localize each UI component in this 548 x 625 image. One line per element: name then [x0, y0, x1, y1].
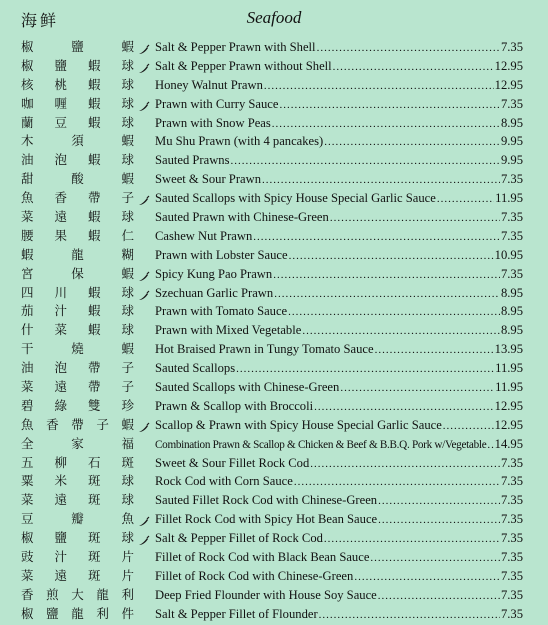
menu-item-english-name: Prawn with Snow Peas	[155, 115, 271, 130]
menu-item-english-name: Salt & Pepper Fillet of Rock Cod	[155, 531, 323, 546]
menu-item-price: 7.35	[500, 455, 523, 470]
dot-leader	[264, 77, 494, 96]
menu-item	[0, 284, 548, 303]
dot-leader	[314, 398, 494, 417]
menu-item-chinese-name: 宮 保 蝦	[21, 266, 134, 281]
menu-item-price: 11.95	[495, 361, 523, 376]
menu-item-line	[155, 472, 523, 492]
menu-item-line	[155, 151, 523, 171]
menu-item	[0, 454, 548, 473]
menu-item-chinese-name: 菜 遠 斑 片	[21, 568, 134, 583]
dot-leader	[294, 473, 500, 492]
menu-item-english-name: Scallop & Prawn with Spicy House Special Garlic Sauce	[155, 417, 442, 432]
menu-item-english-name: Mu Shu Prawn (with 4 pancakes)	[155, 134, 324, 149]
menu-item	[0, 227, 548, 246]
menu-item	[0, 57, 548, 76]
menu-item-line	[155, 114, 523, 134]
menu-item	[0, 416, 548, 435]
menu-item-english-name: Sauted Prawn with Chinese-Green	[155, 210, 329, 225]
menu-item-line	[155, 567, 523, 587]
menu-item-chinese-name: 碧 綠 雙 珍	[21, 398, 134, 413]
menu-item-chinese-name: 豆 瓣 魚	[21, 512, 134, 527]
menu-item-english-name: Sauted Scallops	[155, 361, 236, 376]
menu-item-english-name: Fillet of Rock Cod with Black Bean Sauce	[155, 550, 370, 565]
menu-item-english-name: Deep Fried Flounder with House Soy Sauce	[155, 587, 377, 602]
menu-item-english-name: Honey Walnut Prawn	[155, 77, 263, 92]
dot-leader	[273, 266, 500, 285]
menu-item-english-name: Sweet & Sour Fillet Rock Cod	[155, 455, 310, 470]
menu-item	[0, 472, 548, 491]
menu-item-line	[155, 265, 523, 285]
menu-item-price: 7.35	[500, 587, 523, 602]
dot-leader	[443, 417, 494, 436]
menu-item	[0, 548, 548, 567]
dot-leader	[370, 549, 500, 568]
menu-item-chinese-name: 蘭 豆 蝦 球	[21, 115, 134, 130]
menu-item	[0, 340, 548, 359]
menu-item-price: 7.35	[500, 531, 523, 546]
menu-item	[0, 76, 548, 95]
menu-item	[0, 151, 548, 170]
menu-item-chinese-name: 椒 鹽 蝦	[21, 40, 134, 54]
menu-item-chinese-name: 粟 米 斑 球	[21, 474, 134, 489]
pepper-icon	[138, 61, 150, 72]
menu-item-english-name: Prawn with Mixed Vegetable	[155, 323, 302, 338]
menu-item-line	[155, 284, 523, 304]
menu-item-english-name: Salt & Pepper Fillet of Flounder	[155, 606, 318, 621]
menu-item-chinese-name: 茄 汁 蝦 球	[21, 304, 134, 319]
dot-leader	[487, 436, 493, 455]
dot-leader	[324, 133, 500, 152]
menu-item-line	[155, 454, 523, 474]
menu-item-english-name: Salt & Pepper Prawn without Shell	[155, 58, 332, 73]
menu-item	[0, 208, 548, 227]
menu-item-chinese-name: 五 柳 石 斑	[21, 455, 134, 470]
menu-item-english-name: Prawn with Lobster Sauce	[155, 247, 288, 262]
dot-leader	[310, 455, 500, 474]
menu-item-english-name: Combination Prawn & Scallop & Chicken & Beef & B.B.Q. Pork w/Vegetable	[155, 438, 487, 451]
section-header	[0, 8, 548, 36]
menu-item-chinese-name: 菜 遠 斑 球	[21, 493, 134, 508]
menu-item-line	[155, 76, 523, 96]
menu-item-english-name: Fillet Rock Cod with Spicy Hot Bean Sauce	[155, 512, 378, 527]
menu-item-price: 8.95	[500, 115, 523, 130]
dot-leader	[272, 115, 500, 134]
menu-item-chinese-name: 椒 鹽 蝦 球	[21, 58, 134, 73]
menu-item-chinese-name: 干 燒 蝦	[21, 342, 134, 357]
menu-item-chinese-name: 甜 酸 蝦	[21, 172, 134, 187]
menu-item-price: 7.35	[500, 172, 523, 187]
menu-item	[0, 246, 548, 265]
pepper-icon	[138, 420, 150, 431]
menu-item-english-name: Prawn with Curry Sauce	[155, 96, 279, 111]
menu-item	[0, 114, 548, 133]
menu-item-price: 8.95	[500, 304, 523, 319]
dot-leader	[279, 96, 499, 115]
dot-leader	[330, 209, 500, 228]
dot-leader	[378, 587, 500, 606]
menu-item-price: 7.35	[500, 96, 523, 111]
menu-item-chinese-name: 魚 香 帶 子 蝦	[21, 417, 134, 432]
dot-leader	[333, 58, 494, 77]
menu-item-line	[155, 397, 523, 417]
menu-item-line	[155, 208, 523, 228]
menu-item-chinese-name: 什 菜 蝦 球	[21, 323, 134, 338]
menu-item-line	[155, 189, 523, 209]
menu-item-line	[155, 38, 523, 58]
menu-item	[0, 189, 548, 208]
menu-item-english-name: Prawn with Tomato Sauce	[155, 304, 288, 319]
dot-leader	[302, 322, 500, 341]
pepper-icon	[138, 99, 150, 110]
menu-item-price: 7.35	[500, 210, 523, 225]
pepper-icon	[138, 193, 150, 204]
menu-item	[0, 605, 548, 624]
menu-item	[0, 359, 548, 378]
menu-item-chinese-name: 椒 鹽 斑 球	[21, 531, 134, 546]
menu-item-line	[155, 302, 523, 322]
menu-item-chinese-name: 菜 遠 蝦 球	[21, 210, 134, 225]
menu-item-line	[155, 340, 523, 360]
menu-item-price: 11.95	[495, 191, 523, 206]
dot-leader	[288, 303, 500, 322]
menu-item-price: 12.95	[494, 417, 523, 432]
menu-item-price: 7.35	[500, 568, 523, 583]
menu-item-english-name: Sweet & Sour Prawn	[155, 172, 261, 187]
menu-item-english-name: Szechuan Garlic Prawn	[155, 285, 274, 300]
menu-item-english-name: Sauted Scallops with Chinese-Green	[155, 380, 340, 395]
menu-item-chinese-name: 全 家 福	[21, 436, 134, 451]
dot-leader	[340, 379, 494, 398]
menu-item	[0, 529, 548, 548]
menu-item-price: 8.95	[500, 285, 523, 300]
dot-leader	[378, 492, 500, 511]
pepper-icon	[138, 514, 150, 525]
menu-item	[0, 95, 548, 114]
menu-item	[0, 265, 548, 284]
menu-item-price: 8.95	[500, 323, 523, 338]
menu-item	[0, 435, 548, 454]
dot-leader	[317, 39, 500, 58]
menu-item-price: 7.35	[500, 493, 523, 508]
menu-item	[0, 567, 548, 586]
menu-item-price: 7.35	[500, 512, 523, 527]
menu-item-line	[155, 529, 523, 549]
menu-item-chinese-name: 菜 遠 帶 子	[21, 380, 134, 395]
menu-item	[0, 491, 548, 510]
menu-item-chinese-name: 魚 香 帶 子	[21, 191, 134, 206]
dot-leader	[289, 247, 494, 266]
menu-item-line	[155, 586, 523, 606]
menu-item	[0, 586, 548, 605]
menu-item-english-name: Sauted Fillet Rock Cod with Chinese-Green	[155, 493, 378, 508]
dot-leader	[253, 228, 500, 247]
menu-item-price: 7.35	[500, 266, 523, 281]
pepper-icon	[138, 269, 150, 280]
menu-item-price: 12.95	[494, 398, 523, 413]
menu-item-price: 11.95	[495, 380, 523, 395]
menu-item	[0, 170, 548, 189]
menu-item-line	[155, 605, 523, 625]
menu-item	[0, 302, 548, 321]
menu-item-english-name: Hot Braised Prawn in Tungy Tomato Sauce	[155, 342, 374, 357]
menu-item-price: 7.35	[500, 40, 523, 54]
menu-item-line	[155, 435, 523, 455]
menu-item-price: 14.95	[494, 436, 523, 451]
menu-item-english-name: Rock Cod with Corn Sauce	[155, 474, 293, 489]
menu-item-line	[155, 359, 523, 379]
menu-item	[0, 397, 548, 416]
dot-leader	[231, 152, 500, 171]
dot-leader	[262, 171, 500, 190]
menu-item-price: 12.95	[494, 77, 523, 92]
dot-leader	[274, 285, 500, 304]
pepper-icon	[138, 288, 150, 299]
dot-leader	[236, 360, 494, 379]
menu-item-chinese-name: 蝦 龍 糊	[21, 247, 134, 262]
menu-item-english-name: Salt & Pepper Prawn with Shell	[155, 40, 316, 54]
menu-list	[0, 38, 548, 624]
menu-item-line	[155, 491, 523, 511]
menu-item	[0, 321, 548, 340]
menu-item-price: 7.35	[500, 474, 523, 489]
dot-leader	[437, 190, 494, 209]
menu-item-chinese-name: 木 須 蝦	[21, 134, 134, 149]
menu-item-line	[155, 246, 523, 266]
menu-item-chinese-name: 核 桃 蝦 球	[21, 77, 134, 92]
menu-item-line	[155, 510, 523, 530]
menu-item-price: 7.35	[500, 550, 523, 565]
menu-item-chinese-name: 椒 鹽 龍 利 件	[21, 606, 134, 621]
menu-item-line	[155, 548, 523, 568]
menu-item-line	[155, 227, 523, 247]
menu-item-english-name: Prawn & Scallop with Broccoli	[155, 398, 314, 413]
menu-item-english-name: Fillet of Rock Cod with Chinese-Green	[155, 568, 354, 583]
menu-item-line	[155, 95, 523, 115]
menu-item-price: 12.95	[494, 58, 523, 73]
menu-item-price: 9.95	[500, 134, 523, 149]
menu-item-english-name: Cashew Nut Prawn	[155, 228, 253, 243]
menu-item-line	[155, 132, 523, 152]
menu-item-price: 10.95	[494, 247, 523, 262]
menu-item-chinese-name: 香 煎 大 龍 利	[21, 587, 134, 602]
menu-item-price: 7.35	[500, 606, 523, 621]
menu-item-price: 9.95	[500, 153, 523, 168]
pepper-icon	[138, 533, 150, 544]
menu-item-line	[155, 170, 523, 190]
menu-item-chinese-name: 豉 汁 斑 片	[21, 550, 134, 565]
dot-leader	[378, 511, 500, 530]
dot-leader	[319, 606, 500, 625]
section-title-en: Seafood	[246, 8, 302, 27]
menu-item	[0, 132, 548, 151]
menu-item-english-name: Spicy Kung Pao Prawn	[155, 266, 273, 281]
menu-item	[0, 38, 548, 57]
menu-item-price: 13.95	[494, 342, 523, 357]
menu-item-chinese-name: 四 川 蝦 球	[21, 285, 134, 300]
dot-leader	[375, 341, 494, 360]
menu-item-chinese-name: 腰 果 蝦 仁	[21, 228, 134, 243]
pepper-icon	[138, 42, 150, 53]
menu-item-english-name: Sauted Prawns	[155, 153, 230, 168]
menu-item-line	[155, 321, 523, 341]
menu-item-chinese-name: 油 泡 蝦 球	[21, 153, 134, 168]
menu-item-line	[155, 57, 523, 77]
menu-item-english-name: Sauted Scallops with Spicy House Special Garlic Sauce	[155, 191, 436, 206]
menu-item-chinese-name: 油 泡 帶 子	[21, 361, 134, 376]
menu-item-price: 7.35	[500, 228, 523, 243]
dot-leader	[324, 530, 500, 549]
menu-item	[0, 378, 548, 397]
menu-item-chinese-name: 咖 喱 蝦 球	[21, 96, 134, 111]
dot-leader	[354, 568, 500, 587]
menu-item-line	[155, 378, 523, 398]
menu-item	[0, 510, 548, 529]
menu-item-line	[155, 416, 523, 436]
section-title-cn: 海鲜	[21, 13, 60, 30]
